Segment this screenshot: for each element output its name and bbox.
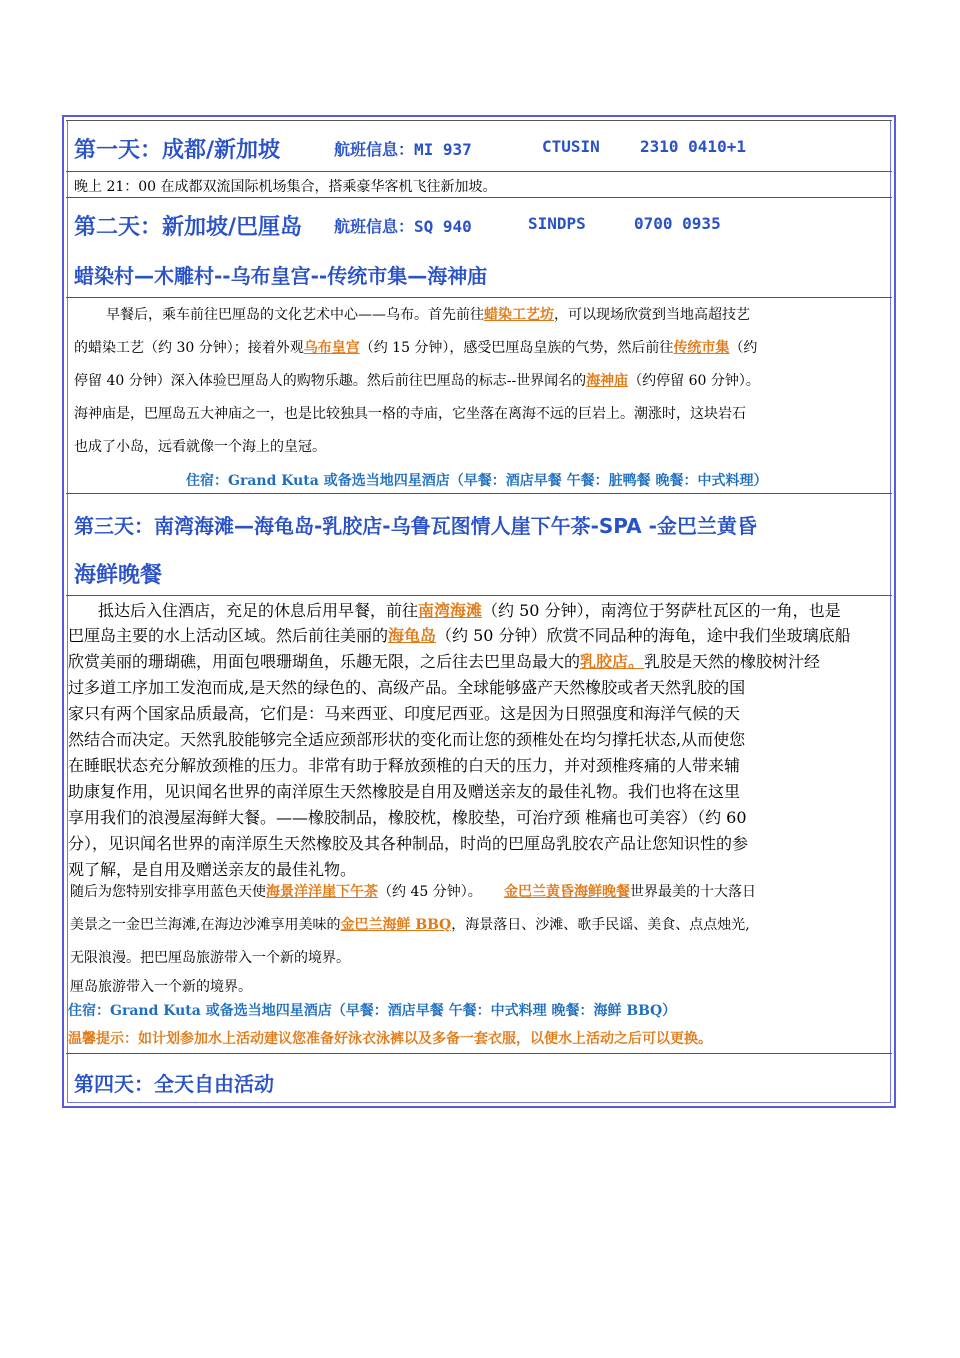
day1-flight-route: CTUSIN bbox=[542, 137, 600, 156]
day3-line-1: 抵达后入住酒店，充足的休息后用早餐，前往南湾海滩（约 50 分钟），南湾位于努萨杜瓦区的一角，也是 bbox=[98, 601, 841, 620]
day4-title: 第四天：全天自由活动 bbox=[74, 1072, 274, 1096]
day2-flight-time: 0700 0935 bbox=[634, 214, 721, 233]
day4-header-row bbox=[66, 1054, 892, 1106]
day2-para-line-5: 也成了小岛，远看就像一个海上的皇冠。 bbox=[74, 439, 326, 455]
latex-shop-link[interactable]: 乳胶店。 bbox=[580, 652, 645, 671]
day3-line-2: 巴厘岛主要的水上活动区域。然后前往美丽的海龟岛（约 50 分钟）欣赏不同品种的海龟，途中我们坐玻璃底船 bbox=[68, 626, 851, 645]
tanah-lot-link[interactable]: 海神庙 bbox=[586, 373, 629, 389]
ubud-palace-link[interactable]: 乌布皇宫 bbox=[303, 340, 360, 356]
day2-para-line-2: 的蜡染工艺（约 30 分钟）；接着外观乌布皇宫（约 15 分钟），感受巴厘岛皇族的气势，然后前往传统市集（约 bbox=[74, 340, 758, 356]
day1-desc-row bbox=[66, 172, 892, 198]
day2-flight-label: 航班信息：SQ 940 bbox=[334, 217, 472, 236]
day2-route: 蜡染村—木雕村--乌布皇宫--传统市集—海神庙 bbox=[74, 264, 488, 288]
batik-workshop-link[interactable]: 蜡染工艺坊 bbox=[484, 307, 554, 323]
day3-line-5: 家只有两个国家品质最高，它们是：马来西亚、印度尼西亚。这是因为日照强度和海洋气候的天 bbox=[68, 704, 741, 723]
day1-flight-label: 航班信息：MI 937 bbox=[334, 140, 472, 159]
day3-line-3: 欣赏美丽的珊瑚礁，用面包喂珊瑚鱼，乐趣无限，之后往去巴里岛最大的乳胶店。乳胶是天然的橡胶树汁经 bbox=[68, 652, 821, 671]
day2-flight-route: SINDPS bbox=[528, 214, 586, 233]
nusa-dua-beach-link[interactable]: 南湾海滩 bbox=[418, 601, 483, 620]
day1-flight-time: 2310 0410+1 bbox=[640, 137, 746, 156]
day3-line-6: 然结合而决定。天然乳胶能够完全适应颈部形状的变化而让您的颈椎处在均匀撑托状态,从而使您 bbox=[68, 730, 746, 749]
day3-title-line-2: 海鲜晚餐 bbox=[74, 563, 163, 588]
day2-stay: 住宿：Grand Kuta 或备选当地四星酒店（早餐：酒店早餐 午餐：脏鸭餐 晚餐：中式料理） bbox=[186, 473, 768, 489]
day3-evening-line-2: 美景之一金巴兰海滩,在海边沙滩享用美味的金巴兰海鲜 BBQ，海景落日、沙滩、歌手民谣、美食、点点烛光, bbox=[70, 917, 750, 933]
day3-line-8: 助康复作用，见识闻名世界的南洋原生天然橡胶是自用及赠送亲友的最佳礼物。我们也将在这里 bbox=[68, 782, 741, 801]
day3-header-row bbox=[66, 494, 892, 596]
day3-line-4: 过多道工序加工发泡而成,是天然的绿色的、高级产品。全球能够盛产天然橡胶或者天然乳胶的国 bbox=[68, 678, 746, 697]
day3-evening-line-1: 随后为您特别安排享用蓝色天使海景洋洋崖下午茶（约 45 分钟）。 金巴兰黄昏海鲜晚餐世界最美的十大落日 bbox=[70, 884, 756, 900]
cliff-afternoon-tea-link[interactable]: 海景洋洋崖下午茶 bbox=[266, 884, 378, 900]
day2-header-row bbox=[66, 198, 892, 298]
day2-para-line-3: 停留 40 分钟）深入体验巴厘岛人的购物乐趣。然后前往巴厘岛的标志--世界闻名的海神庙（约停留 60 分钟）。 bbox=[74, 373, 760, 389]
day3-body-row bbox=[66, 596, 892, 1054]
day1-desc: 晚上 21：00 在成都双流国际机场集合，搭乘豪华客机飞往新加坡。 bbox=[74, 179, 497, 195]
day3-tip: 温馨提示：如计划参加水上活动建议您准备好泳衣泳裤以及多备一套衣服，以便水上活动之后可以更换。 bbox=[68, 1031, 712, 1047]
jimbaran-dinner-link[interactable]: 金巴兰黄昏海鲜晚餐 bbox=[503, 884, 630, 900]
day2-body-row bbox=[66, 298, 892, 494]
day3-line-11: 观了解，是自用及赠送亲友的最佳礼物。 bbox=[68, 860, 357, 879]
day3-title-line-1: 第三天：南湾海滩—海龟岛-乳胶店-乌鲁瓦图情人崖下午茶-SPA -金巴兰黄昏 bbox=[74, 514, 757, 538]
day3-stay: 住宿：Grand Kuta 或备选当地四星酒店（早餐：酒店早餐 午餐：中式料理 晚餐：海鲜 BBQ） bbox=[68, 1003, 677, 1019]
jimbaran-bbq-link[interactable]: 金巴兰海鲜 BBQ bbox=[340, 917, 452, 933]
day3-evening-line-3: 无限浪漫。把巴厘岛旅游带入一个新的境界。 bbox=[70, 950, 350, 966]
turtle-island-link[interactable]: 海龟岛 bbox=[388, 626, 437, 645]
day1-header-row bbox=[66, 120, 892, 172]
day1-title: 第一天：成都/新加坡 bbox=[74, 138, 281, 163]
day3-evening-line-4: 厘岛旅游带入一个新的境界。 bbox=[70, 979, 252, 995]
day3-line-7: 在睡眠状态充分解放颈椎的压力。非常有助于释放颈椎的白天的压力，并对颈椎疼痛的人带来辅 bbox=[68, 756, 741, 775]
traditional-market-link[interactable]: 传统市集 bbox=[673, 340, 730, 356]
day3-line-10: 分），见识闻名世界的南洋原生天然橡胶及其各种制品，时尚的巴厘岛乳胶农产品让您知识性的参 bbox=[68, 834, 749, 853]
day2-title: 第二天：新加坡/巴厘岛 bbox=[74, 215, 303, 240]
day2-para-line-1: 早餐后，乘车前往巴厘岛的文化艺术中心——乌布。首先前往蜡染工艺坊，可以现场欣赏到当地高超技艺 bbox=[106, 307, 750, 323]
day3-line-9: 享用我们的浪漫屋海鲜大餐。——橡胶制品，橡胶枕，橡胶垫，可治疗颈 椎痛也可美容）（约 60 bbox=[68, 808, 747, 827]
day2-para-line-4: 海神庙是，巴厘岛五大神庙之一，也是比较独具一格的寺庙，它坐落在离海不远的巨岩上。潮涨时，这块岩石 bbox=[74, 406, 746, 422]
